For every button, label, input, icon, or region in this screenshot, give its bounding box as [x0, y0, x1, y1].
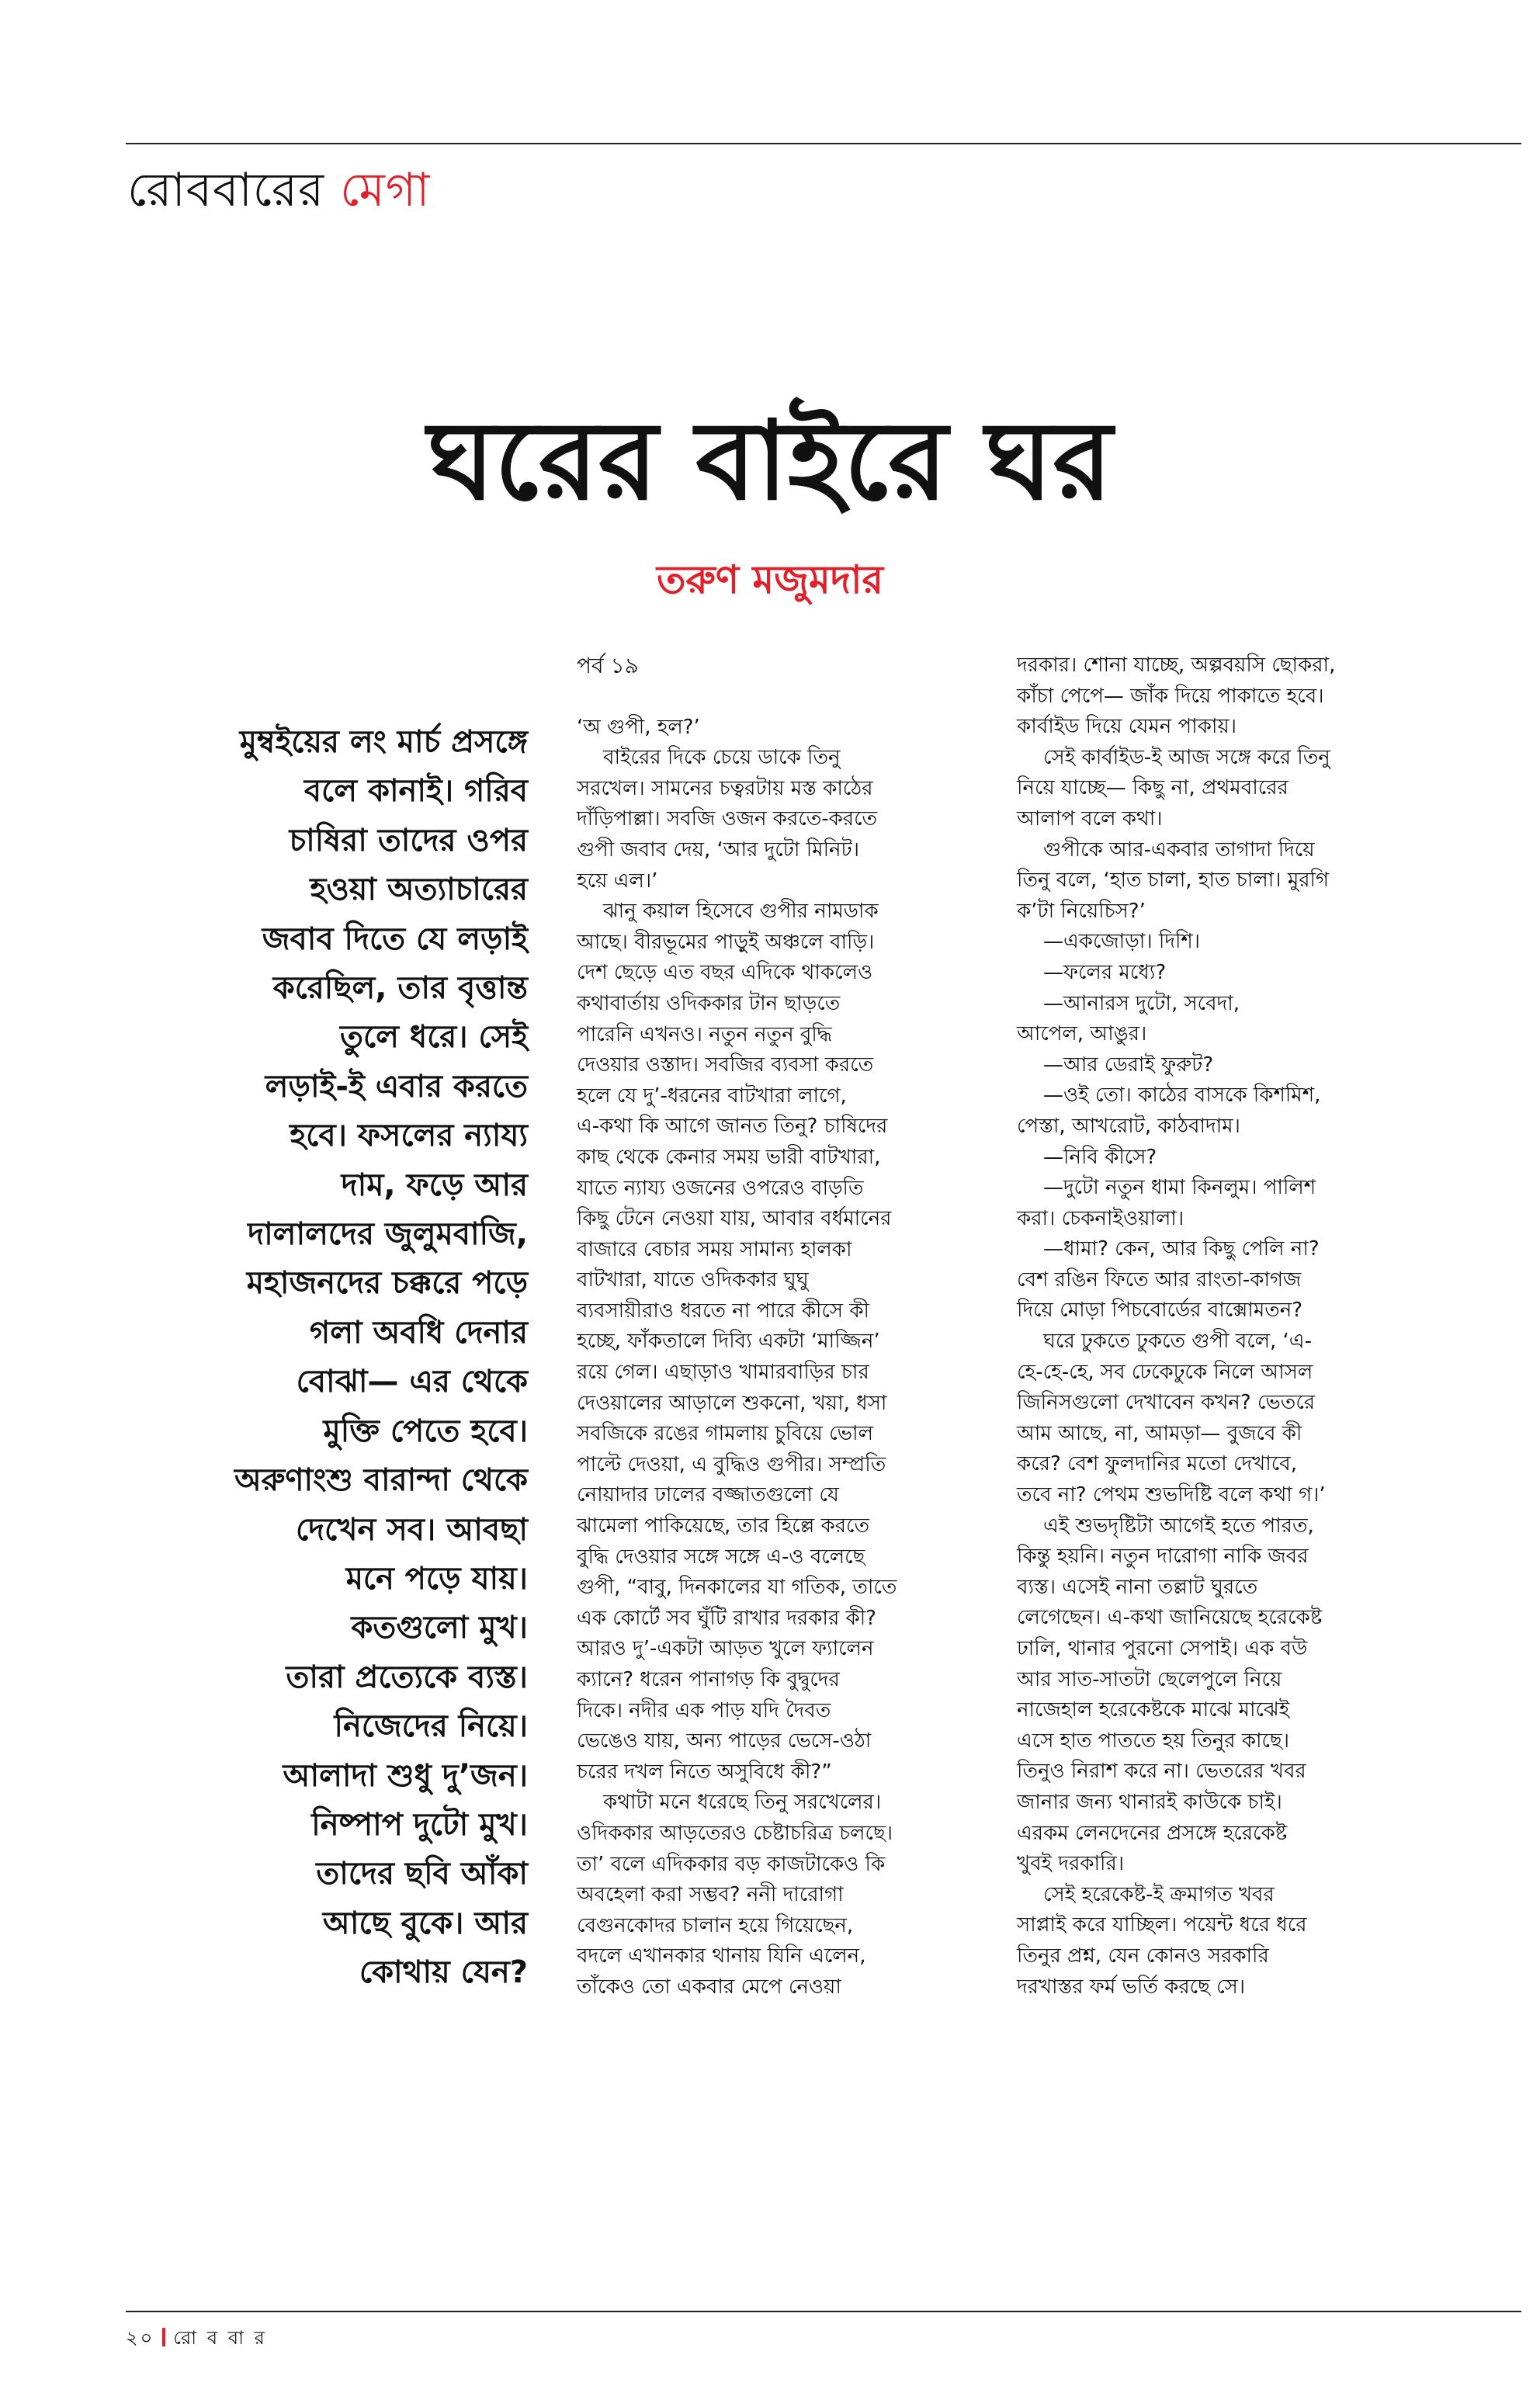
body-line: পাল্টে দেওয়া, এ বুদ্ধিও গুপীর। সম্প্রতি — [577, 1452, 886, 1476]
body-line: দরখাস্তর ফর্ম ভর্তি করছে সে। — [1017, 1975, 1246, 1999]
body-line: —একজোড়া। দিশি। — [1043, 930, 1201, 954]
body-line: জিনিসগুলো দেখাবেন কখন? ভেতরে — [1017, 1391, 1316, 1415]
body-line: চরের দখল নিতে অসুবিধে কী?” — [577, 1760, 832, 1784]
pull-quote-line: কতগুলো মুখ। — [351, 1610, 528, 1646]
body-line: করা। চেকনাইওয়ালা। — [1017, 1206, 1184, 1230]
body-line: ওদিককার আড়তেরও চেষ্টাচরিত্র চলছে। — [577, 1821, 893, 1845]
article-column-right — [1017, 650, 1420, 2003]
body-line: —আনারস দুটো, সবেদা, — [1043, 991, 1240, 1015]
pull-quote-line: হওয়া অত্যাচারের — [310, 872, 528, 908]
pull-quote-line: তুলে ধরে। সেই — [340, 1019, 528, 1056]
body-line: আছে। বীরভূমের পাড়ুই অঞ্চলে বাড়ি। — [577, 930, 875, 954]
body-line: ভেঙেও যায়, অন্য পাড়ের ভেসে-ওঠা — [577, 1729, 872, 1753]
body-line: বদলে এখানকার থানায় যিনি এলেন, — [577, 1944, 866, 1968]
body-line: তা’ বলে এদিককার বড় কাজটাকেও কি — [577, 1852, 886, 1876]
body-line: আম আছে, না, আমড়া— বুজবে কী — [1017, 1421, 1302, 1445]
body-line: তিনু বলে, ‘হাত চালা, হাত চালা। মুরগি — [1017, 869, 1330, 893]
body-line: ঝামেলা পাকিয়েছে, তার হিল্লে করতে — [577, 1514, 869, 1538]
body-line: সবজিকে রঙের গামলায় চুবিয়ে ভোল — [577, 1422, 873, 1446]
body-line: —দুটো নতুন ধামা কিনলুম। পালিশ — [1043, 1176, 1316, 1200]
body-line: তিনুও নিরাশ করে না। ভেতরের খবর — [1017, 1760, 1306, 1784]
pull-quote-line: বোঝা— এর থেকে — [296, 1364, 528, 1400]
body-line: লেগেছেন। এ-কথা জানিয়েছে হরেকেষ্ট — [1017, 1606, 1323, 1630]
pull-quote-line: তারা প্রত্যেকে ব্যস্ত। — [286, 1659, 528, 1695]
body-line: হচ্ছে, ফাঁকতালে দিব্যি একটা ‘মাজ্জিন’ — [577, 1330, 880, 1354]
section-header — [127, 159, 431, 221]
body-line: তবে না? পেথম শুভদিষ্টি বলে কথা গ।’ — [1017, 1483, 1326, 1507]
body-line: বাটখারা, যাতে ওদিককার ঘুঘু — [577, 1268, 809, 1292]
body-line: ঘরে ঢুকতে ঢুকতে গুপী বলে, ‘এ- — [1043, 1330, 1312, 1354]
body-line: জানার জন্য থানারই কাউকে চাই। — [1017, 1790, 1282, 1814]
body-line: এ-কথা কি আগে জানত তিনু? চাষিদের — [577, 1115, 888, 1139]
pull-quote-line: মহাজনদের চক্করে পড়ে — [246, 1265, 528, 1302]
magazine-name: রো ব বা র — [173, 2327, 267, 2349]
body-line: নাজেহাল হরেকেষ্টকে মাঝে মাঝেই — [1017, 1698, 1290, 1722]
body-line: করে? বেশ ফুলদানির মতো দেখাবে, — [1017, 1452, 1297, 1476]
body-line: খুবই দরকারি। — [1017, 1852, 1125, 1876]
pull-quote-line: নিষ্পাপ দুটো মুখ। — [311, 1806, 528, 1843]
pull-quote-line: আলাদা শুধু দু’জন। — [283, 1757, 528, 1794]
body-line: আপেল, আঙুর। — [1017, 1022, 1147, 1046]
body-line: হলে যে দু’-ধরনের বাটখারা লাগে, — [577, 1084, 847, 1108]
body-line: বেগুনকোদর চালান হয়ে গিয়েছেন, — [577, 1913, 854, 1937]
body-line: নোয়াদার ঢালের বজ্জাতগুলো যে — [577, 1483, 839, 1507]
pull-quote-line: জবাব দিতে যে লড়াই — [262, 921, 528, 957]
body-line: —নিবি কীসে? — [1043, 1145, 1157, 1169]
body-line: কিন্তু হয়নি। নতুন দারোগা নাকি জবর — [1017, 1545, 1309, 1569]
body-line: কার্বাইড দিয়ে যেমন পাকায়। — [1017, 715, 1237, 739]
body-line: —আর ডেরাই ফুরুট? — [1043, 1053, 1214, 1077]
body-line: দিকে। নদীর এক পাড় যদি দৈবত — [577, 1698, 831, 1722]
body-line: ঝানু কয়াল হিসেবে গুপীর নামডাক — [603, 900, 879, 924]
body-line: তিনুর প্রশ্ন, যেন কোনও সরকারি — [1017, 1944, 1269, 1968]
body-line: —ওই তো। কাঠের বাসকে কিশমিশ, — [1043, 1084, 1321, 1108]
pull-quote-line: অরুণাংশু বারান্দা থেকে — [234, 1462, 528, 1499]
body-line: দরকার। শোনা যাচ্ছে, অল্পবয়সি ছোকরা, — [1017, 654, 1336, 677]
body-line: পেস্তা, আখরোট, কাঠবাদাম। — [1017, 1114, 1240, 1138]
section-prefix: রোববারের — [127, 163, 325, 217]
body-line: ক্যানে? ধরেন পানাগড় কি বুদ্বুদের — [577, 1668, 840, 1691]
body-line: বাইরের দিকে চেয়ে ডাকে তিনু — [603, 746, 841, 770]
body-line: এসে হাত পাততে হয় তিনুর কাছে। — [1017, 1729, 1290, 1753]
pull-quote-line: কোথায় যেন? — [359, 1954, 528, 1991]
body-line: সাপ্লাই করে যাচ্ছিল। পয়েন্ট ধরে ধরে — [1017, 1913, 1307, 1937]
article-title: ঘরের বাইরে ঘর — [427, 398, 1113, 525]
body-line: ব্যবসায়ীরাও ধরতে না পারে কীসে কী — [577, 1299, 869, 1323]
body-line: বুদ্ধি দেওয়ার সঙ্গে সঙ্গে এ-ও বলেছে — [577, 1545, 865, 1569]
body-line: বাজারে বেচার সময় সামান্য হালকা — [577, 1237, 852, 1261]
body-line: দিয়ে মোড়া পিচবোর্ডের বাক্সোমতন? — [1017, 1299, 1303, 1323]
body-line: রয়ে গেল। এছাড়াও খামারবাড়ির চার — [577, 1361, 869, 1385]
body-line: —ফলের মধ্যে? — [1043, 960, 1167, 984]
body-line: তাঁকেও তো একবার মেপে নেওয়া — [577, 1975, 841, 1999]
pull-quote-line: দাম, ফড়ে আর — [341, 1167, 528, 1203]
body-line: ‘অ গুপী, হল?’ — [577, 715, 700, 739]
body-line: সরখেল। সামনের চত্বরটায় মস্ত কাঠের — [577, 776, 873, 800]
footer-separator — [162, 2328, 165, 2346]
pull-quote — [155, 718, 528, 1998]
body-line: যাতে ন্যায্য ওজনের ওপরেও বাড়তি — [577, 1176, 864, 1200]
body-line: এই শুভদৃষ্টিটা আগেই হতে পারত, — [1043, 1514, 1314, 1538]
pull-quote-line: আছে বুকে। আর — [322, 1905, 528, 1941]
body-line: গুপী জবাব দেয়, ‘আর দুটো মিনিট। — [577, 838, 860, 862]
pull-quote-line: দালালদের জুলুমবাজি, — [248, 1216, 528, 1253]
section-accent: মেগা — [340, 163, 431, 217]
body-line: —ধামা? কেন, আর কিছু পেলি না? — [1043, 1237, 1320, 1261]
body-line: গুপী, “বাবু, দিনকালের যা গতিক, তাতে — [577, 1576, 897, 1600]
body-line: হে-হে-হে, সব ঢেকেঢুকে নিলে আসল — [1017, 1360, 1313, 1384]
body-line: দেওয়ার ওস্তাদ। সবজির ব্যবসা করতে — [577, 1053, 874, 1077]
body-line: দেশ ছেড়ে এত বছর এদিকে থাকলেও — [577, 961, 873, 985]
pull-quote-line: বলে কানাই। গরিব — [303, 773, 528, 810]
part-label: পর্ব ১৯ — [577, 653, 639, 678]
body-line: গুপীকে আর-একবার তাগাদা দিয়ে — [1043, 838, 1315, 862]
pull-quote-line: মুম্বইয়ের লং মার্চ প্রসঙ্গে — [239, 724, 528, 760]
body-line: আলাপ বলে কথা। — [1017, 806, 1163, 831]
body-line: কথাবার্তায় ওদিককার টান ছাড়তে — [577, 991, 841, 1015]
pull-quote-line: চাষিরা তাদের ওপর — [289, 822, 528, 858]
body-line: অবহেলা করা সম্ভব? ননী দারোগা — [577, 1883, 844, 1907]
body-line: কাছ থেকে কেনার সময় ভারী বাটখারা, — [577, 1145, 881, 1169]
top-rule — [126, 143, 1521, 144]
body-line: ঢালি, থানার পুরনো সেপাই। এক বউ — [1017, 1637, 1308, 1660]
body-line: কিছু টেনে নেওয়া যায়, আবার বর্ধমানের — [577, 1207, 892, 1231]
body-line: দেওয়ালের আড়ালে শুকনো, খয়া, ধসা — [577, 1391, 887, 1415]
pull-quote-line: গলা অবধি দেনার — [310, 1314, 528, 1351]
body-line: দাঁড়িপাল্লা। সবজি ওজন করতে-করতে — [577, 807, 878, 831]
body-line: সেই হরেকেষ্ট-ই ক্রমাগত খবর — [1043, 1882, 1275, 1906]
body-line: ব্যস্ত। এসেই নানা তল্লাট ঘুরতে — [1017, 1575, 1258, 1599]
body-line: হয়ে এল।’ — [577, 869, 658, 893]
pull-quote-line: মনে পড়ে যায়। — [345, 1560, 528, 1597]
bottom-rule — [126, 2311, 1521, 2312]
pull-quote-line: তাদের ছবি আঁকা — [316, 1856, 528, 1892]
body-line: সেই কার্বাইড-ই আজ সঙ্গে করে তিনু — [1043, 745, 1330, 769]
pull-quote-line: হবে। ফসলের ন্যায্য — [290, 1118, 528, 1154]
article-column-middle — [577, 650, 965, 2003]
article-author: তরুণ মজুমদার — [656, 557, 884, 602]
page-footer — [126, 2325, 267, 2350]
body-line: আরও দু’-একটা আড়ত খুলে ফ্যালেন — [577, 1637, 874, 1661]
body-line: ক’টা নিয়েচিস?’ — [1017, 899, 1146, 923]
page-number: ২০ — [126, 2327, 155, 2349]
pull-quote-line: নিজেদের নিয়ে। — [334, 1708, 528, 1745]
pull-quote-line: দেখেন সব। আবছা — [295, 1511, 528, 1548]
body-line: বেশ রঙিন ফিতে আর রাংতা-কাগজ — [1017, 1268, 1302, 1292]
pull-quote-line: করেছিল, তার বৃত্তান্ত — [272, 970, 528, 1007]
body-line: নিয়ে যাচ্ছে— কিছু না, প্রথমবারের — [1017, 776, 1289, 800]
body-line: কথাটা মনে ধরেছে তিনু সরখেলের। — [603, 1791, 882, 1815]
body-line: কাঁচা পেপে— জাঁক দিয়ে পাকাতে হবে। — [1017, 684, 1324, 708]
body-line: আর সাত-সাতটা ছেলেপুলে নিয়ে — [1017, 1667, 1282, 1691]
body-line: পারেনি এখনও। নতুন নতুন বুদ্ধি — [577, 1022, 832, 1046]
body-line: এক কোর্টে সব ঘুঁটি রাখার দরকার কী? — [577, 1606, 876, 1630]
pull-quote-line: মুক্তি পেতে হবে। — [323, 1413, 528, 1449]
body-line: এরকম লেনদেনের প্রসঙ্গে হরেকেষ্ট — [1017, 1821, 1288, 1845]
pull-quote-line: লড়াই-ই এবার করতে — [265, 1068, 528, 1105]
